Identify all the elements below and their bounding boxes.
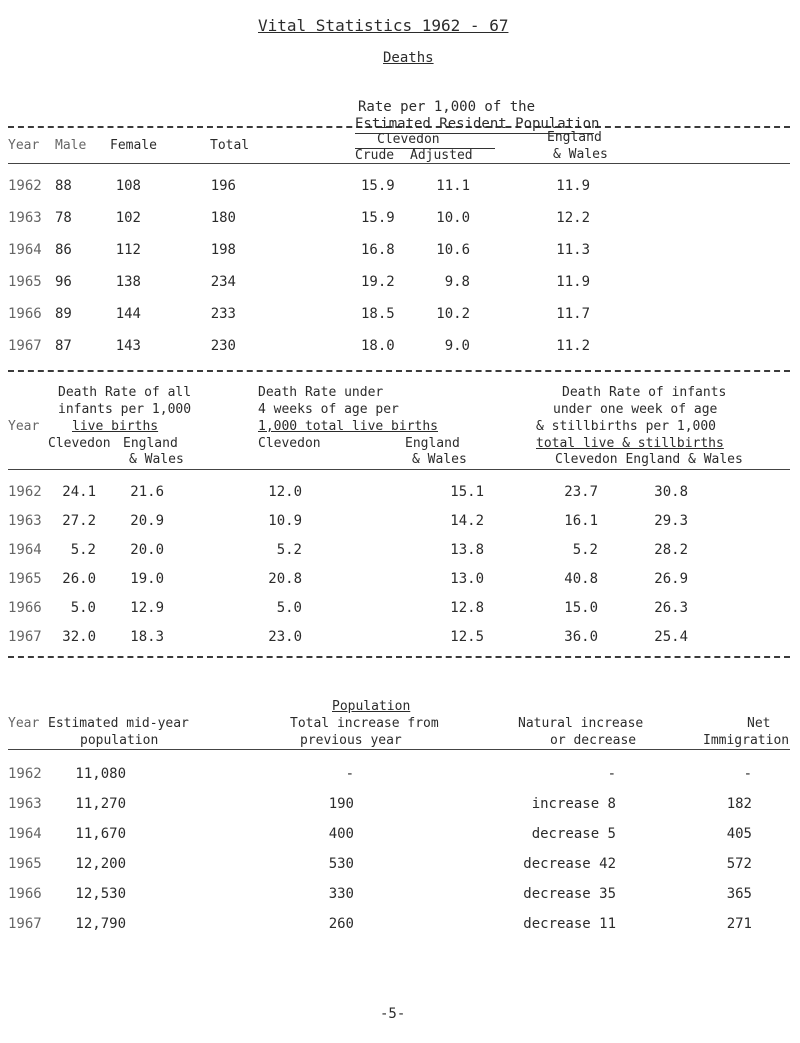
t3-net-cell: - xyxy=(743,766,752,782)
t1-clevedon-header: Clevedon xyxy=(377,132,440,147)
t2-e1-cell: 18.3 xyxy=(130,629,164,645)
t2-e2-cell: 13.0 xyxy=(450,571,484,587)
t1-england-cell: 11.7 xyxy=(556,306,590,322)
t1-crude-cell: 18.0 xyxy=(361,338,395,354)
t3-population-cell: 12,790 xyxy=(75,916,126,932)
t1-year-cell: 1965 xyxy=(8,274,42,290)
t1-england-cell: 11.2 xyxy=(556,338,590,354)
t1-adjusted-cell: 10.6 xyxy=(436,242,470,258)
t1-female-cell: 144 xyxy=(115,306,141,322)
t1-rate-header-line1: Rate per 1,000 of the xyxy=(358,99,536,115)
t2-year-cell: 1965 xyxy=(8,571,42,587)
t1-england-cell: 11.9 xyxy=(556,274,590,290)
t1-crude-cell: 15.9 xyxy=(361,210,395,226)
t2-c1-cell: 5.0 xyxy=(70,600,96,616)
t2-g3-line4: total live & stillbirths xyxy=(536,436,724,451)
t2-g1-england: England xyxy=(123,436,178,451)
t3-increase-cell: 330 xyxy=(328,886,354,902)
t3-year-cell: 1967 xyxy=(8,916,42,932)
t2-g3-line3: & stillbirths per 1,000 xyxy=(536,419,717,434)
t1-crude-cell: 19.2 xyxy=(361,274,395,290)
t3-population-cell: 11,670 xyxy=(75,826,126,842)
t3-year-cell: 1964 xyxy=(8,826,42,842)
t1-total-cell: 180 xyxy=(210,210,236,226)
t1-total-header: Total xyxy=(210,138,250,153)
t2-e1-cell: 21.6 xyxy=(130,484,164,500)
t2-c3-cell: 5.2 xyxy=(572,542,598,558)
t1-female-cell: 143 xyxy=(115,338,141,354)
t2-g3-sub: Clevedon England & Wales xyxy=(555,452,743,467)
t2-g2-line1: Death Rate under xyxy=(258,385,384,400)
t1-female-cell: 112 xyxy=(115,242,141,258)
t2-c3-cell: 40.8 xyxy=(564,571,598,587)
t2-e3-cell: 30.8 xyxy=(654,484,688,500)
t2-e2-cell: 15.1 xyxy=(450,484,484,500)
table2-bottom-rule xyxy=(8,656,790,658)
t1-male-header: Male xyxy=(55,138,87,153)
t3-nat-line2: or decrease xyxy=(550,733,637,748)
t3-natural-cell: decrease 35 xyxy=(523,886,616,902)
t1-england-header: England xyxy=(547,130,602,145)
t2-g2-wales: & Wales xyxy=(412,452,467,467)
t1-england-cell: 12.2 xyxy=(556,210,590,226)
t2-g3-line2: under one week of age xyxy=(553,402,718,417)
t2-g2-england: England xyxy=(405,436,460,451)
t1-crude-cell: 18.5 xyxy=(361,306,395,322)
t1-crude-cell: 15.9 xyxy=(361,178,395,194)
t1-crude-cell: 16.8 xyxy=(361,242,395,258)
t1-england-cell: 11.9 xyxy=(556,178,590,194)
t1-adjusted-cell: 10.0 xyxy=(436,210,470,226)
t2-c2-cell: 10.9 xyxy=(268,513,302,529)
t3-net-cell: 405 xyxy=(726,826,752,842)
t3-year-cell: 1966 xyxy=(8,886,42,902)
t2-e2-cell: 12.8 xyxy=(450,600,484,616)
t3-net-cell: 182 xyxy=(726,796,752,812)
t2-e1-cell: 20.0 xyxy=(130,542,164,558)
t3-net-cell: 572 xyxy=(726,856,752,872)
t2-g1-line3: live births xyxy=(72,419,159,434)
t3-population-cell: 12,530 xyxy=(75,886,126,902)
t1-male-cell: 96 xyxy=(55,274,72,290)
t2-g2-line3: 1,000 total live births xyxy=(258,419,439,434)
table3-header-rule xyxy=(8,749,790,750)
t3-population-cell: 12,200 xyxy=(75,856,126,872)
t3-year-cell: 1962 xyxy=(8,766,42,782)
t2-year-cell: 1966 xyxy=(8,600,42,616)
t2-g1-wales: & Wales xyxy=(129,452,184,467)
t2-e1-cell: 12.9 xyxy=(130,600,164,616)
t2-year-cell: 1962 xyxy=(8,484,42,500)
t3-year-header: Year xyxy=(8,716,40,731)
t2-c1-cell: 26.0 xyxy=(62,571,96,587)
t1-male-cell: 78 xyxy=(55,210,72,226)
t2-e3-cell: 29.3 xyxy=(654,513,688,529)
t2-g2-clevedon: Clevedon xyxy=(258,436,321,451)
t2-c2-cell: 5.2 xyxy=(276,542,302,558)
t1-male-cell: 86 xyxy=(55,242,72,258)
t1-crude-header: Crude xyxy=(355,148,395,163)
t2-c2-cell: 5.0 xyxy=(276,600,302,616)
t1-female-cell: 108 xyxy=(115,178,141,194)
t2-e3-cell: 26.3 xyxy=(654,600,688,616)
t2-e2-cell: 14.2 xyxy=(450,513,484,529)
page-subtitle: Deaths xyxy=(383,50,434,66)
t2-e3-cell: 28.2 xyxy=(654,542,688,558)
t1-year-cell: 1963 xyxy=(8,210,42,226)
t2-e3-cell: 25.4 xyxy=(654,629,688,645)
t2-g3-line1: Death Rate of infants xyxy=(562,385,727,400)
t1-england-header-2: & Wales xyxy=(553,147,608,162)
t3-natural-cell: - xyxy=(607,766,616,782)
t2-year-cell: 1963 xyxy=(8,513,42,529)
t1-year-cell: 1966 xyxy=(8,306,42,322)
t2-year-cell: 1964 xyxy=(8,542,42,558)
t3-net-cell: 365 xyxy=(726,886,752,902)
t3-natural-cell: decrease 42 xyxy=(523,856,616,872)
t1-year-header: Year xyxy=(8,138,40,153)
t2-c3-cell: 23.7 xyxy=(564,484,598,500)
t1-adjusted-cell: 9.8 xyxy=(444,274,470,290)
t1-female-cell: 138 xyxy=(115,274,141,290)
t2-c1-cell: 27.2 xyxy=(62,513,96,529)
t3-net-line2: Immigration xyxy=(703,733,790,748)
t3-population-title: Population xyxy=(332,699,411,714)
t1-adjusted-cell: 10.2 xyxy=(436,306,470,322)
t2-c3-cell: 15.0 xyxy=(564,600,598,616)
t1-total-cell: 233 xyxy=(210,306,236,322)
t1-adjusted-cell: 11.1 xyxy=(436,178,470,194)
t3-inc-line1: Total increase from xyxy=(290,716,439,731)
t3-increase-cell: 260 xyxy=(328,916,354,932)
table1-bottom-rule xyxy=(8,370,790,372)
t3-est-line2: population xyxy=(80,733,159,748)
t3-natural-cell: decrease 5 xyxy=(531,826,616,842)
t3-natural-cell: increase 8 xyxy=(531,796,616,812)
t3-increase-cell: 190 xyxy=(328,796,354,812)
t2-c1-cell: 5.2 xyxy=(70,542,96,558)
t3-year-cell: 1963 xyxy=(8,796,42,812)
t2-g1-clevedon: Clevedon xyxy=(48,436,111,451)
t1-year-cell: 1964 xyxy=(8,242,42,258)
t2-e3-cell: 26.9 xyxy=(654,571,688,587)
table1-header-rule xyxy=(8,163,790,164)
t3-increase-cell: 400 xyxy=(328,826,354,842)
t1-male-cell: 88 xyxy=(55,178,72,194)
t3-nat-line1: Natural increase xyxy=(518,716,644,731)
t2-c2-cell: 12.0 xyxy=(268,484,302,500)
t3-est-line1: Estimated mid-year xyxy=(48,716,189,731)
t1-male-cell: 87 xyxy=(55,338,72,354)
t1-total-cell: 196 xyxy=(210,178,236,194)
table2-header-rule xyxy=(8,469,790,470)
t3-net-line1: Net xyxy=(747,716,771,731)
t1-female-cell: 102 xyxy=(115,210,141,226)
t3-population-cell: 11,080 xyxy=(75,766,126,782)
t3-inc-line2: previous year xyxy=(300,733,402,748)
t1-adjusted-header: Adjusted xyxy=(410,148,473,163)
t1-year-cell: 1962 xyxy=(8,178,42,194)
t1-year-cell: 1967 xyxy=(8,338,42,354)
page-number: -5- xyxy=(380,1006,406,1022)
t1-male-cell: 89 xyxy=(55,306,72,322)
t2-c3-cell: 16.1 xyxy=(564,513,598,529)
t2-c2-cell: 20.8 xyxy=(268,571,302,587)
t3-increase-cell: - xyxy=(345,766,354,782)
t2-c1-cell: 32.0 xyxy=(62,629,96,645)
t2-g2-line2: 4 weeks of age per xyxy=(258,402,399,417)
t3-natural-cell: decrease 11 xyxy=(523,916,616,932)
t3-net-cell: 271 xyxy=(726,916,752,932)
t2-e2-cell: 13.8 xyxy=(450,542,484,558)
t3-population-cell: 11,270 xyxy=(75,796,126,812)
t2-c3-cell: 36.0 xyxy=(564,629,598,645)
t2-c1-cell: 24.1 xyxy=(62,484,96,500)
t2-g1-line2: infants per 1,000 xyxy=(58,402,192,417)
t2-c2-cell: 23.0 xyxy=(268,629,302,645)
t2-e2-cell: 12.5 xyxy=(450,629,484,645)
t1-england-cell: 11.3 xyxy=(556,242,590,258)
t2-e1-cell: 19.0 xyxy=(130,571,164,587)
t3-year-cell: 1965 xyxy=(8,856,42,872)
t2-year-cell: 1967 xyxy=(8,629,42,645)
t2-e1-cell: 20.9 xyxy=(130,513,164,529)
page-title: Vital Statistics 1962 - 67 xyxy=(258,16,509,35)
t1-female-header: Female xyxy=(110,138,157,153)
t2-g1-line1: Death Rate of all xyxy=(58,385,192,400)
t3-increase-cell: 530 xyxy=(328,856,354,872)
t1-total-cell: 198 xyxy=(210,242,236,258)
t1-rate-header-line2: Estimated Resident Population xyxy=(355,116,600,132)
t1-total-cell: 230 xyxy=(210,338,236,354)
t2-year-header: Year xyxy=(8,419,40,434)
t1-adjusted-cell: 9.0 xyxy=(444,338,470,354)
t1-total-cell: 234 xyxy=(210,274,236,290)
